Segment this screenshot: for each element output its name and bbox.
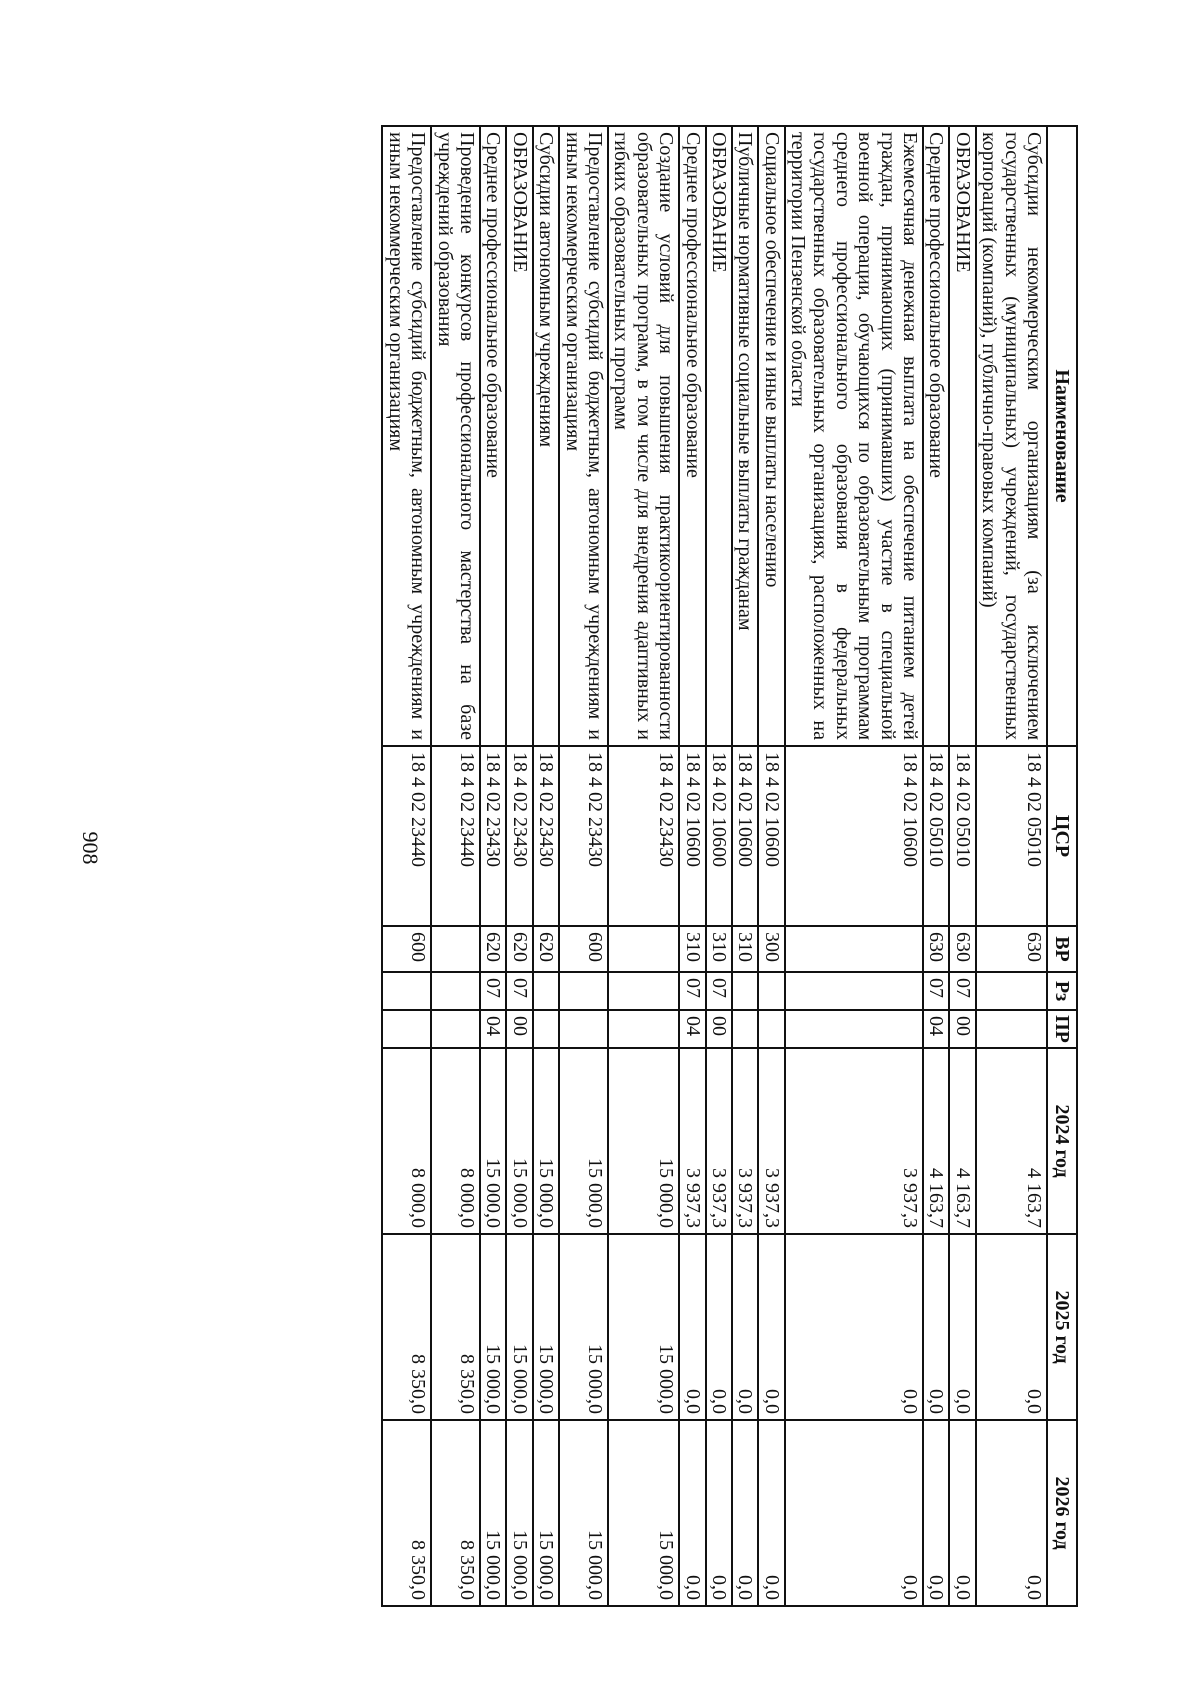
- row-pr: 04: [923, 1010, 949, 1048]
- row-pr: [533, 1010, 559, 1048]
- row-vr: [608, 926, 679, 972]
- row-pr: 00: [506, 1010, 532, 1048]
- row-value-2024: 15 000,0: [480, 1048, 506, 1234]
- row-rz: [382, 972, 431, 1010]
- row-rz: [976, 972, 1047, 1010]
- row-value-2026: 0,0: [732, 1420, 758, 1606]
- row-rz: [785, 972, 923, 1010]
- row-value-2026: 15 000,0: [608, 1420, 679, 1606]
- row-pr: 00: [706, 1010, 732, 1048]
- row-value-2024: 4 163,7: [923, 1048, 949, 1234]
- table-row: [559, 126, 608, 1606]
- row-pr: [976, 1010, 1047, 1048]
- table-row: [923, 126, 949, 1606]
- header-csr: ЦСР: [1047, 746, 1077, 926]
- row-pr: [382, 1010, 431, 1048]
- row-csr: 18 4 02 10600: [758, 746, 784, 926]
- row-name: Создание условий для повышения практикоориентированности образовательных программ, в том числе для внедрения адаптивных и гибких образовательных программ: [608, 126, 679, 746]
- row-rz: 07: [923, 972, 949, 1010]
- row-value-2025: 0,0: [923, 1234, 949, 1420]
- table-row: [949, 126, 975, 1606]
- row-csr: 18 4 02 23440: [382, 746, 431, 926]
- row-value-2024: 8 000,0: [382, 1048, 431, 1234]
- row-value-2025: 0,0: [706, 1234, 732, 1420]
- header-2025: 2025 год: [1047, 1234, 1077, 1420]
- row-value-2025: 0,0: [785, 1234, 923, 1420]
- row-rz: [758, 972, 784, 1010]
- row-rz: 07: [506, 972, 532, 1010]
- row-value-2026: 15 000,0: [559, 1420, 608, 1606]
- row-name: Предоставление субсидий бюджетным, автономным учреждениям и иным некоммерческим организациям: [559, 126, 608, 746]
- row-pr: 04: [679, 1010, 705, 1048]
- row-name: Ежемесячная денежная выплата на обеспечение питанием детей граждан, принимающих (принимавших) участие в специальной военной операции, обучающихся по образовательным программам среднего профессионального образования в федеральных государственных образовательных организациях, расположенных на территории Пензенской области: [785, 126, 923, 746]
- row-csr: 18 4 02 10600: [732, 746, 758, 926]
- row-name: Субсидии автономным учреждениям: [533, 126, 559, 746]
- row-value-2024: 3 937,3: [706, 1048, 732, 1234]
- row-vr: 620: [533, 926, 559, 972]
- row-vr: [431, 926, 480, 972]
- table-row: [706, 126, 732, 1606]
- row-csr: 18 4 02 23430: [533, 746, 559, 926]
- budget-table: [381, 125, 1078, 1607]
- row-value-2024: 3 937,3: [679, 1048, 705, 1234]
- rotated-page-content: [134, 125, 1078, 1605]
- row-name: Публичные нормативные социальные выплаты гражданам: [732, 126, 758, 746]
- table-row: [431, 126, 480, 1606]
- row-csr: 18 4 02 10600: [785, 746, 923, 926]
- row-rz: [732, 972, 758, 1010]
- row-value-2024: 15 000,0: [608, 1048, 679, 1234]
- row-vr: 600: [382, 926, 431, 972]
- row-rz: 07: [949, 972, 975, 1010]
- row-rz: 07: [679, 972, 705, 1010]
- row-value-2026: 0,0: [679, 1420, 705, 1606]
- header-vr: ВР: [1047, 926, 1077, 972]
- row-value-2024: 4 163,7: [949, 1048, 975, 1234]
- row-value-2024: 15 000,0: [506, 1048, 532, 1234]
- table-row: [976, 126, 1047, 1606]
- row-name: ОБРАЗОВАНИЕ: [949, 126, 975, 746]
- table-row: [785, 126, 923, 1606]
- row-csr: 18 4 02 05010: [949, 746, 975, 926]
- row-name: Среднее профессиональное образование: [679, 126, 705, 746]
- row-name: ОБРАЗОВАНИЕ: [706, 126, 732, 746]
- row-vr: 620: [506, 926, 532, 972]
- row-value-2025: 15 000,0: [506, 1234, 532, 1420]
- row-rz: 07: [480, 972, 506, 1010]
- row-pr: [732, 1010, 758, 1048]
- row-name: Предоставление субсидий бюджетным, автономным учреждениям и иным некоммерческим организациям: [382, 126, 431, 746]
- row-csr: 18 4 02 23430: [559, 746, 608, 926]
- row-csr: 18 4 02 23430: [480, 746, 506, 926]
- row-value-2026: 15 000,0: [480, 1420, 506, 1606]
- row-value-2025: 0,0: [949, 1234, 975, 1420]
- row-value-2024: 4 163,7: [976, 1048, 1047, 1234]
- page-number: 908: [78, 831, 103, 865]
- row-vr: 310: [679, 926, 705, 972]
- row-vr: 630: [923, 926, 949, 972]
- row-vr: 310: [732, 926, 758, 972]
- row-pr: [608, 1010, 679, 1048]
- header-2026: 2026 год: [1047, 1420, 1077, 1606]
- row-rz: [431, 972, 480, 1010]
- row-value-2025: 15 000,0: [480, 1234, 506, 1420]
- row-vr: 310: [706, 926, 732, 972]
- row-value-2025: 0,0: [732, 1234, 758, 1420]
- row-value-2026: 0,0: [706, 1420, 732, 1606]
- row-rz: 07: [706, 972, 732, 1010]
- row-rz: [533, 972, 559, 1010]
- row-vr: 630: [976, 926, 1047, 972]
- row-value-2026: 0,0: [949, 1420, 975, 1606]
- row-value-2025: 0,0: [758, 1234, 784, 1420]
- row-pr: [758, 1010, 784, 1048]
- row-vr: 620: [480, 926, 506, 972]
- row-value-2024: 3 937,3: [758, 1048, 784, 1234]
- row-name: Социальное обеспечение и иные выплаты населению: [758, 126, 784, 746]
- row-value-2026: 8 350,0: [431, 1420, 480, 1606]
- row-pr: [785, 1010, 923, 1048]
- row-value-2024: 15 000,0: [559, 1048, 608, 1234]
- row-name: Субсидии некоммерческим организациям (за исключением государственных (муниципальных) учреждений, государственных корпораций (компаний), публично-правовых компаний): [976, 126, 1047, 746]
- row-pr: 00: [949, 1010, 975, 1048]
- row-rz: [559, 972, 608, 1010]
- row-value-2025: 15 000,0: [608, 1234, 679, 1420]
- row-name: Среднее профессиональное образование: [923, 126, 949, 746]
- row-csr: 18 4 02 23430: [608, 746, 679, 926]
- row-value-2025: 15 000,0: [559, 1234, 608, 1420]
- table-row: [732, 126, 758, 1606]
- row-csr: 18 4 02 05010: [923, 746, 949, 926]
- row-value-2025: 0,0: [976, 1234, 1047, 1420]
- table-row: [533, 126, 559, 1606]
- row-csr: 18 4 02 05010: [976, 746, 1047, 926]
- row-csr: 18 4 02 10600: [706, 746, 732, 926]
- row-value-2025: 8 350,0: [382, 1234, 431, 1420]
- row-name: Проведение конкурсов профессионального мастерства на базе учреждений образования: [431, 126, 480, 746]
- table-row: [758, 126, 784, 1606]
- row-pr: [559, 1010, 608, 1048]
- row-value-2025: 0,0: [679, 1234, 705, 1420]
- row-value-2024: 8 000,0: [431, 1048, 480, 1234]
- table-row: [382, 126, 431, 1606]
- table-row: [608, 126, 679, 1606]
- row-value-2026: 15 000,0: [533, 1420, 559, 1606]
- row-value-2026: 15 000,0: [506, 1420, 532, 1606]
- row-pr: [431, 1010, 480, 1048]
- row-csr: 18 4 02 10600: [679, 746, 705, 926]
- row-value-2026: 0,0: [758, 1420, 784, 1606]
- row-vr: 600: [559, 926, 608, 972]
- row-vr: [785, 926, 923, 972]
- row-name: ОБРАЗОВАНИЕ: [506, 126, 532, 746]
- table-row: [480, 126, 506, 1606]
- row-pr: 04: [480, 1010, 506, 1048]
- header-pr: ПР: [1047, 1010, 1077, 1048]
- row-name: Среднее профессиональное образование: [480, 126, 506, 746]
- header-rz: Рз: [1047, 972, 1077, 1010]
- row-value-2024: 3 937,3: [732, 1048, 758, 1234]
- table-header-row: [1047, 126, 1077, 1606]
- row-value-2025: 15 000,0: [533, 1234, 559, 1420]
- row-csr: 18 4 02 23440: [431, 746, 480, 926]
- row-value-2025: 8 350,0: [431, 1234, 480, 1420]
- row-vr: 630: [949, 926, 975, 972]
- row-csr: 18 4 02 23430: [506, 746, 532, 926]
- row-value-2024: 3 937,3: [785, 1048, 923, 1234]
- table-row: [679, 126, 705, 1606]
- row-vr: 300: [758, 926, 784, 972]
- table-row: [506, 126, 532, 1606]
- row-value-2026: 0,0: [923, 1420, 949, 1606]
- row-value-2026: 0,0: [785, 1420, 923, 1606]
- row-value-2024: 15 000,0: [533, 1048, 559, 1234]
- row-rz: [608, 972, 679, 1010]
- row-value-2026: 0,0: [976, 1420, 1047, 1606]
- row-value-2026: 8 350,0: [382, 1420, 431, 1606]
- header-2024: 2024 год: [1047, 1048, 1077, 1234]
- table-body: [382, 126, 1047, 1606]
- header-name: Наименование: [1047, 126, 1077, 746]
